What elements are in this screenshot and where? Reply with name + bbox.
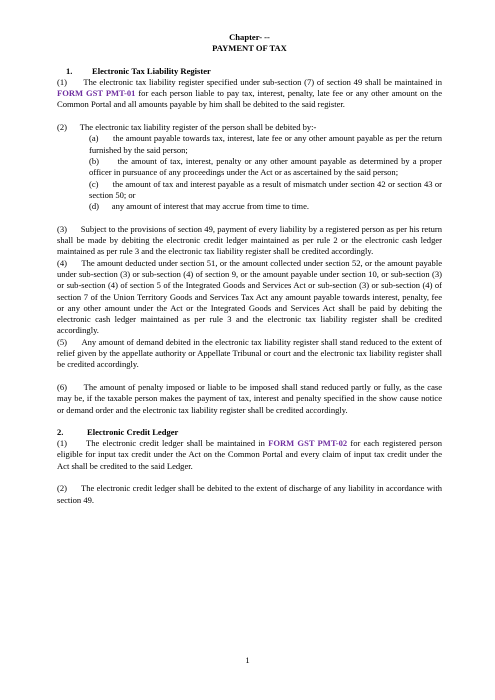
page-title: PAYMENT OF TAX (212, 43, 287, 54)
section-2-para-1 (57, 438, 442, 472)
section-2-number: 2. (57, 426, 64, 437)
section-1-para-5: (5) Any amount of demand debited in the electronic tax liability register shall stand reduced to the extent of relief given by the appellate authority or Appellate Tribunal or court and the electronic tax liability register shall be credited accordingly. (57, 336, 442, 370)
form-gst-pmt-02-link: FORM GST PMT-02 (268, 438, 348, 449)
section-1-title: Electronic Tax Liability Register (92, 65, 211, 76)
section-1-para-2b: (b) the amount of tax, interest, penalty or any other amount payable as determined by a proper officer in pursuance of any proceedings under the Act or as ascertained by the said person; (89, 155, 442, 178)
chapter-label: Chapter- -- (229, 32, 270, 42)
section-1-para-1-text-a: (1) The electronic tax liability register specified under sub-section (7) of section 49 shall be maintained in (57, 76, 442, 87)
section-2-para-1-text-a: (1) The electronic credit ledger shall be maintained in (57, 438, 269, 449)
section-1-para-3: (3) Subject to the provisions of section 49, payment of every liability by a registered person as per his return shall be made by debiting the electronic credit ledger maintained as per rule 2 or the electronic cash ledger maintained as per rule 3 and the electronic tax liability register shall be credited accordingly. (57, 223, 442, 257)
section-2-heading (57, 427, 442, 438)
section-1-para-1 (57, 77, 442, 111)
section-2-para-1-text-b: for each registered person eligible for input tax credit under the Act on the Common Portal and every claim of input tax credit under the Act shall be credited to the said Ledger. (57, 438, 443, 471)
section-1-para-2a: (a) the amount payable towards tax, interest, late fee or any other amount payable as per the return furnished by the said person; (89, 133, 442, 155)
section-1-para-2d: (d) any amount of interest that may accrue from time to time. (89, 201, 310, 212)
section-1-para-6: (6) The amount of penalty imposed or liable to be imposed shall stand reduced partly or fully, as the case may be, if the taxable person makes the payment of tax, interest and penalty specified in the show cause notice or demand order and the electronic tax liability register shall be credited accordingly. (57, 381, 442, 415)
section-1-para-1-text-b: for each person liable to pay tax, interest, penalty, late fee or any other amount on the Common Portal and all amounts payable by him shall be debited to the said register. (57, 88, 442, 110)
section-2-title: Electronic Credit Ledger (87, 426, 179, 437)
document-page (57, 32, 442, 506)
page-number: 1 (245, 655, 250, 665)
section-1-heading (57, 66, 442, 77)
form-gst-pmt-01-link: FORM GST PMT-01 (57, 88, 136, 99)
section-2-para-2: (2) The electronic credit ledger shall be debited to the extent of discharge of any liability in accordance with section 49. (57, 483, 442, 505)
section-1-para-2c: (c) the amount of tax and interest payable as a result of mismatch under section 42 or section 43 or section 50; or (89, 178, 442, 200)
section-1-para-2: (2) The electronic tax liability register of the person shall be debited by:- (57, 122, 317, 133)
section-1-para-4: (4) The amount deducted under section 51, or the amount collected under section 52, or the amount payable under sub-section (3) or sub-section (4) of section 9, or the amount payable under section 10, or sub-section (3) or sub-section (4) of section 5 of the Integrated Goods and Services Act or sub-section (3) or sub-section (4) of section 7 of the Union Territory Goods and Services Tax Act any amount payable towards interest, penalty, fee or any other amount under the Act or the Integrated Goods and Services Act shall be paid by debiting the electronic cash ledger maintained as per rule 3 and the electronic tax liability register shall be credited accordingly. (57, 257, 442, 336)
section-1-number: 1. (66, 65, 73, 76)
